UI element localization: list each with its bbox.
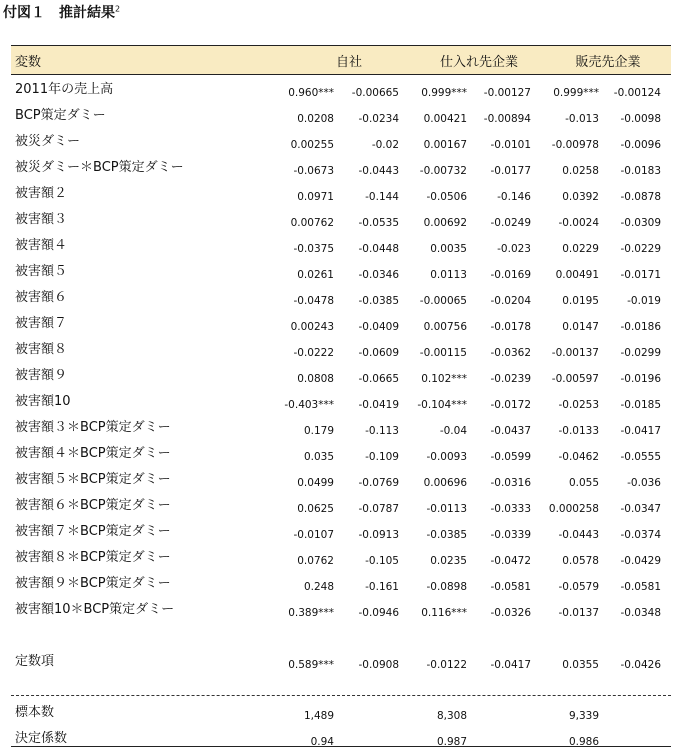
table-cell: -0.0196 <box>620 373 661 385</box>
table-cell: -0.0609 <box>358 347 399 359</box>
table-cell: 0.055 <box>568 477 599 489</box>
table-cell: -0.0183 <box>620 165 661 177</box>
table-row <box>11 205 671 231</box>
row-label: 被害額４＊BCP策定ダミー <box>15 446 171 461</box>
table-cell: 0.986 <box>568 736 599 748</box>
row-label: 被害額２ <box>15 186 68 201</box>
table-cell: -0.036 <box>627 477 661 489</box>
bottom-rule <box>11 746 671 747</box>
table-cell: -0.0362 <box>490 347 531 359</box>
row-label: 被害額７＊BCP策定ダミー <box>15 524 171 539</box>
header-group-customers: 販売先企業 <box>575 55 641 70</box>
table-cell: 0.94 <box>310 736 334 748</box>
table-cell: 0.0971 <box>297 191 334 203</box>
table-cell: -0.00127 <box>483 87 531 99</box>
row-label: 決定係数 <box>15 731 68 746</box>
dashed-divider <box>11 695 671 696</box>
table-cell: -0.0137 <box>558 607 599 619</box>
table-cell: 8,308 <box>436 710 467 722</box>
table-cell: -0.113 <box>365 425 399 437</box>
table-cell: -0.0316 <box>490 477 531 489</box>
table-cell: -0.0096 <box>620 139 661 151</box>
row-label: 被害額７ <box>15 316 68 331</box>
table-cell: -0.0908 <box>358 659 399 671</box>
table-cell: -0.0326 <box>490 607 531 619</box>
table-row <box>11 231 671 257</box>
table-cell: -0.0171 <box>620 269 661 281</box>
row-label: 被害額３ <box>15 212 68 227</box>
table-cell: -0.0426 <box>620 659 661 671</box>
table-cell: -0.0599 <box>490 451 531 463</box>
table-cell: -0.144 <box>365 191 399 203</box>
table-cell: 0.0355 <box>562 659 599 671</box>
table-header <box>11 45 671 75</box>
table-row <box>11 595 671 621</box>
table-cell: -0.0346 <box>358 269 399 281</box>
table-cell: -0.023 <box>497 243 531 255</box>
table-cell: -0.0429 <box>620 555 661 567</box>
table-cell: -0.00137 <box>551 347 599 359</box>
table-cell: 0.0499 <box>297 477 334 489</box>
table-cell: -0.0878 <box>620 191 661 203</box>
table-cell: -0.019 <box>627 295 661 307</box>
table-cell: 0.589*** <box>288 659 334 671</box>
table-cell: -0.0417 <box>490 659 531 671</box>
table-cell: -0.161 <box>365 581 399 593</box>
table-cell: -0.0249 <box>490 217 531 229</box>
table-cell: -0.0186 <box>620 321 661 333</box>
table-cell: 1,489 <box>303 710 334 722</box>
table-cell: -0.0098 <box>620 113 661 125</box>
table-cell: -0.0665 <box>358 373 399 385</box>
table-row <box>11 647 671 673</box>
table-cell: -0.0437 <box>490 425 531 437</box>
table-cell: 0.00167 <box>423 139 467 151</box>
row-label: 標本数 <box>15 705 55 720</box>
table-cell: -0.0443 <box>358 165 399 177</box>
row-label: 被災ダミー <box>15 134 81 149</box>
table-cell: -0.0348 <box>620 607 661 619</box>
table-cell: 0.00491 <box>555 269 599 281</box>
table-cell: -0.0169 <box>490 269 531 281</box>
table-cell: -0.0185 <box>620 399 661 411</box>
table-cell: 0.035 <box>303 451 334 463</box>
table-cell: 0.0578 <box>562 555 599 567</box>
table-cell: -0.0673 <box>293 165 334 177</box>
table-cell: -0.0419 <box>358 399 399 411</box>
row-label: 被害額９ <box>15 368 68 383</box>
table-cell: 9,339 <box>568 710 599 722</box>
table-cell: -0.0113 <box>426 503 467 515</box>
table-cell: -0.0024 <box>558 217 599 229</box>
table-cell: 0.0229 <box>562 243 599 255</box>
table-row <box>11 543 671 569</box>
table-cell: -0.0253 <box>558 399 599 411</box>
row-label: BCP策定ダミー <box>15 108 106 123</box>
table-row <box>11 387 671 413</box>
table-row <box>11 465 671 491</box>
table-row <box>11 439 671 465</box>
table-cell: 0.00762 <box>290 217 334 229</box>
table-cell: -0.0234 <box>358 113 399 125</box>
table-cell: 0.000258 <box>548 503 599 515</box>
table-cell: -0.0178 <box>490 321 531 333</box>
table-row <box>11 179 671 205</box>
table-row <box>11 101 671 127</box>
table-cell: -0.403*** <box>284 399 334 411</box>
table-cell: -0.0581 <box>620 581 661 593</box>
table-cell: -0.0239 <box>490 373 531 385</box>
table-cell: -0.0385 <box>358 295 399 307</box>
header-group-self: 自社 <box>335 55 362 70</box>
table-cell: 0.0808 <box>297 373 334 385</box>
table-cell: -0.0787 <box>358 503 399 515</box>
table-cell: -0.0333 <box>490 503 531 515</box>
table-cell: 0.00243 <box>290 321 334 333</box>
table-cell: 0.0235 <box>430 555 467 567</box>
table-cell: -0.0898 <box>426 581 467 593</box>
row-label: 定数項 <box>15 654 55 669</box>
table-cell: 0.0392 <box>562 191 599 203</box>
table-cell: -0.109 <box>365 451 399 463</box>
table-row <box>11 517 671 543</box>
table-cell: -0.02 <box>371 139 399 151</box>
table-row <box>11 413 671 439</box>
table-row <box>11 491 671 517</box>
table-cell: 0.00696 <box>423 477 467 489</box>
table-cell: 0.00756 <box>423 321 467 333</box>
table-cell: 0.0113 <box>430 269 467 281</box>
table-cell: -0.0229 <box>620 243 661 255</box>
table-cell: 0.0147 <box>562 321 599 333</box>
table-cell: -0.0472 <box>490 555 531 567</box>
table-cell: -0.00115 <box>419 347 467 359</box>
table-cell: -0.0579 <box>558 581 599 593</box>
table-cell: -0.0375 <box>293 243 334 255</box>
title-text: 付図１ 推計結果 <box>3 5 115 21</box>
table-cell: -0.00665 <box>351 87 399 99</box>
table-cell: -0.013 <box>565 113 599 125</box>
table-row <box>11 569 671 595</box>
table-row <box>11 127 671 153</box>
table-cell: -0.104*** <box>417 399 467 411</box>
row-label: 被害額９＊BCP策定ダミー <box>15 576 171 591</box>
row-label: 2011年の売上高 <box>15 82 114 97</box>
table-cell: 0.999*** <box>553 87 599 99</box>
table-cell: -0.0172 <box>490 399 531 411</box>
table-cell: -0.0769 <box>358 477 399 489</box>
table-cell: 0.960*** <box>288 87 334 99</box>
table-cell: 0.0258 <box>562 165 599 177</box>
table-cell: -0.0535 <box>358 217 399 229</box>
table-row <box>11 309 671 335</box>
table-cell: -0.00065 <box>419 295 467 307</box>
table-cell: -0.0478 <box>293 295 334 307</box>
table-cell: -0.0299 <box>620 347 661 359</box>
table-cell: -0.0448 <box>358 243 399 255</box>
row-label: 被害額８＊BCP策定ダミー <box>15 550 171 565</box>
row-label: 被災ダミー＊BCP策定ダミー <box>15 160 184 175</box>
table-cell: -0.0417 <box>620 425 661 437</box>
table-row <box>11 335 671 361</box>
table-cell: -0.0581 <box>490 581 531 593</box>
row-label: 被害額６＊BCP策定ダミー <box>15 498 171 513</box>
table-cell: -0.0122 <box>426 659 467 671</box>
table-cell: -0.0409 <box>358 321 399 333</box>
table-cell: 0.0195 <box>562 295 599 307</box>
table-cell: 0.0035 <box>430 243 467 255</box>
table-cell: 0.00255 <box>290 139 334 151</box>
table-cell: -0.0093 <box>426 451 467 463</box>
table-cell: -0.00894 <box>483 113 531 125</box>
table-cell: -0.00124 <box>613 87 661 99</box>
table-row <box>11 361 671 387</box>
table-cell: 0.0762 <box>297 555 334 567</box>
table-cell: -0.0506 <box>426 191 467 203</box>
table-cell: -0.0374 <box>620 529 661 541</box>
table-cell: 0.0261 <box>297 269 334 281</box>
table-cell: -0.0347 <box>620 503 661 515</box>
header-group-suppliers: 仕入れ先企業 <box>439 55 518 70</box>
row-label: 被害額10＊BCP策定ダミー <box>15 602 175 617</box>
row-label: 被害額５＊BCP策定ダミー <box>15 472 171 487</box>
table-cell: 0.999*** <box>421 87 467 99</box>
table-cell: -0.0385 <box>426 529 467 541</box>
table-cell: 0.248 <box>303 581 334 593</box>
table-cell: 0.00421 <box>423 113 467 125</box>
row-label: 被害額５ <box>15 264 68 279</box>
table-row <box>11 75 671 101</box>
table-cell: -0.04 <box>439 425 467 437</box>
table-cell: -0.146 <box>497 191 531 203</box>
table-cell: 0.116*** <box>421 607 467 619</box>
footnote-mark: 2 <box>115 4 121 14</box>
table-cell: -0.00597 <box>551 373 599 385</box>
table-cell: 0.0625 <box>297 503 334 515</box>
table-cell: -0.0107 <box>293 529 334 541</box>
table-cell: -0.0462 <box>558 451 599 463</box>
table-cell: -0.0946 <box>358 607 399 619</box>
table-cell: -0.0222 <box>293 347 334 359</box>
table-cell: -0.0101 <box>490 139 531 151</box>
table-row <box>11 153 671 179</box>
table-cell: 0.389*** <box>288 607 334 619</box>
table-row <box>11 257 671 283</box>
table-cell: 0.987 <box>436 736 467 748</box>
table-row <box>11 283 671 309</box>
row-label: 被害額３＊BCP策定ダミー <box>15 420 171 435</box>
row-label: 被害額４ <box>15 238 68 253</box>
row-label: 被害額６ <box>15 290 68 305</box>
table-cell: 0.0208 <box>297 113 334 125</box>
header-variable-label: 変数 <box>15 55 42 70</box>
table-cell: -0.0913 <box>358 529 399 541</box>
row-label: 被害額８ <box>15 342 68 357</box>
table-cell: 0.00692 <box>423 217 467 229</box>
table-cell: -0.0555 <box>620 451 661 463</box>
table-row <box>11 698 671 724</box>
table-cell: -0.0443 <box>558 529 599 541</box>
table-cell: 0.102*** <box>421 373 467 385</box>
table-cell: -0.0133 <box>558 425 599 437</box>
row-label: 被害額10 <box>15 394 71 409</box>
table-cell: -0.0339 <box>490 529 531 541</box>
table-cell: 0.179 <box>303 425 334 437</box>
table-cell: -0.0204 <box>490 295 531 307</box>
table-cell: -0.0177 <box>490 165 531 177</box>
table-cell: -0.105 <box>365 555 399 567</box>
table-cell: -0.0309 <box>620 217 661 229</box>
table-cell: -0.00978 <box>551 139 599 151</box>
page-title <box>3 2 120 22</box>
table-cell: -0.00732 <box>419 165 467 177</box>
